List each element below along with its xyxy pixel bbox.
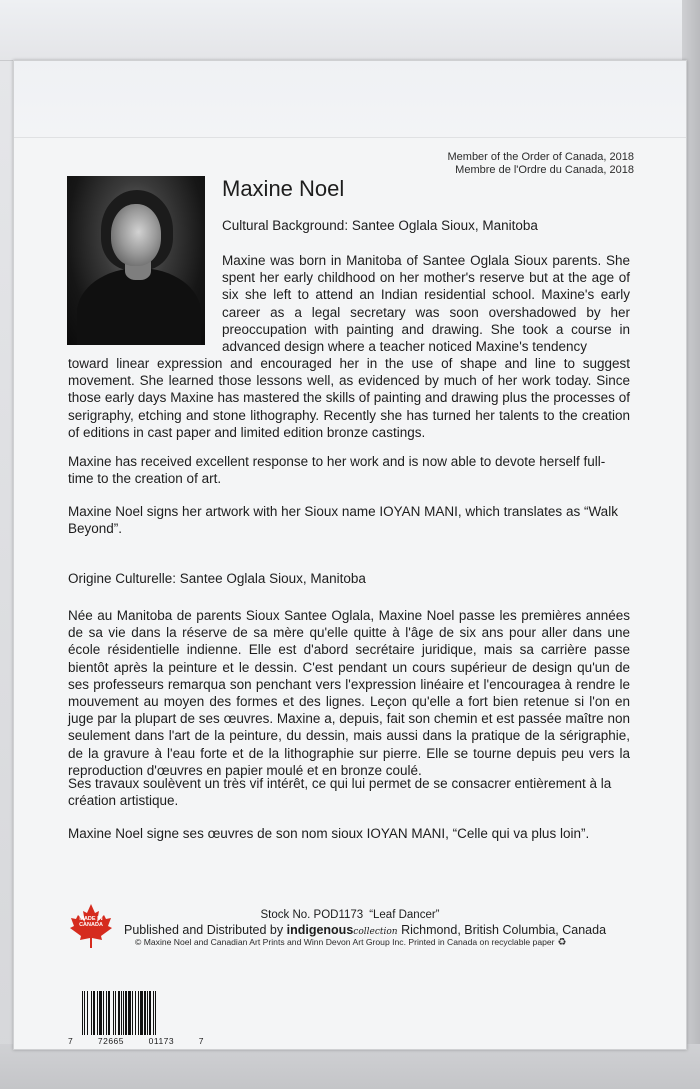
barcode-digit-left: 72665 (97, 1036, 124, 1046)
barcode-bar (87, 991, 88, 1035)
barcode-bar (118, 991, 120, 1035)
bio-english-paragraph-1a: Maxine was born in Manitoba of Santee Oglala Sioux parents. She spent her early childhood on her mother's reserve but at the age of six she left to attend an Indian residential school. Maxine's early career as a legal secretary was soon overshadowed by her preoccupation with painting and drawing. She took a course in advanced design where a teacher noticed Maxine's tendency (222, 253, 630, 355)
barcode-digit-system: 7 (68, 1036, 74, 1046)
barcode-bar (149, 991, 151, 1035)
published-prefix: Published and Distributed by (124, 923, 284, 937)
copyright-text: © Maxine Noel and Canadian Art Prints and Winn Devon Art Group Inc. Printed in Canada on recyclable paper (135, 937, 555, 947)
barcode-bar (128, 991, 131, 1035)
bio-english-paragraph-1b: toward linear expression and encouraged her in the use of shape and line to suggest movement. She learned those lessons well, as evidenced by much of her work today. Since those early days Maxine has mastered the skills of painting and drawing plus the processes of serigraphy, etching and stone lithography. Recently she has turned her talents to the creation of editions in cast paper and limited edition bronze castings. (68, 356, 630, 440)
order-english: Member of the Order of Canada, 2018 (447, 151, 634, 163)
bio-french-paragraph-3: Maxine Noel signe ses œuvres de son nom sioux IOYAN MANI, “Celle qui va plus loin”. (68, 826, 590, 841)
artwork-title: “Leaf Dancer” (369, 909, 440, 921)
barcode-bar (121, 991, 122, 1035)
sleeve-top-edge (0, 0, 700, 61)
copyright-line (135, 937, 567, 948)
artist-info-sheet (13, 60, 687, 1050)
barcode-bar (84, 991, 85, 1035)
barcode-bar (125, 991, 127, 1035)
brand-collection: collection (353, 927, 398, 937)
stock-number-line (14, 909, 686, 921)
published-location: Richmond, British Columbia, Canada (401, 923, 607, 937)
cultural-background-french: Origine Culturelle: Santee Oglala Sioux, Manitoba (68, 571, 366, 586)
barcode-bar (115, 991, 116, 1035)
order-of-canada-note (448, 151, 635, 177)
barcode-digit-check: 7 (198, 1036, 204, 1046)
barcode-bar (123, 991, 124, 1035)
barcode-bar (82, 991, 83, 1035)
barcode-bar (153, 991, 154, 1035)
portrait-face (111, 204, 161, 266)
barcode-bar (144, 991, 146, 1035)
cultural-background: Cultural Background: Santee Oglala Sioux, Manitoba (222, 218, 538, 233)
recycle-icon: ♻ (557, 937, 567, 948)
barcode-bar (147, 991, 148, 1035)
bio-english-paragraph-3: Maxine Noel signs her artwork with her Sioux name IOYAN MANI, which translates as “Walk Beyond”. (68, 504, 618, 537)
order-french: Membre de l'Ordre du Canada, 2018 (455, 164, 634, 176)
bio-french-paragraph-1: Née au Manitoba de parents Sioux Santee Oglala, Maxine Noel passe les premières années de sa vie dans la réserve de sa mère qu'elle quitte à l'âge de six ans pour aller dans une école résidentielle indienne. Elle est d'abord secrétaire juridique, mais sa carrière passe bientôt après la peinture et le dessin. C'est pendant un cours supérieur de design qu'un de ses professeurs remarqua son penchant vers l'expression linéaire et l'encouragea à rendre le mouvement au moyen des formes et des lignes. Leçon qu'elle a fort bien retenue si l'on en juge par la plupart de ses œuvres. Maxine a, depuis, fait son chemin et est passée maître non seulement dans l'art de la peinture, du dessin, mais aussi dans la pratique de la sérigraphie, de la gravure à l'eau forte et de la lithographie sur pierre. Elle se tourne depuis peu vers la reproduction d'œuvres en papier moulé et en bronze coulé. (68, 608, 630, 778)
made-in-canada-label: MADE IN CANADA (79, 916, 103, 928)
barcode-bar (140, 991, 143, 1035)
artist-portrait-photo (67, 176, 205, 345)
barcode-digits (68, 1036, 204, 1046)
barcode-bar (99, 991, 102, 1035)
stock-number: Stock No. POD1173 (260, 909, 364, 921)
barcode-bar (135, 991, 136, 1035)
barcode-bar (108, 991, 110, 1035)
publisher-line (124, 923, 606, 937)
bio-french-paragraph-2: Ses travaux soulèvent un très vif intérêt, ce qui lui permet de se consacrer entièrement à la création artistique. (68, 776, 612, 809)
sheet-top-overlay (14, 61, 686, 138)
barcode-bar (93, 991, 95, 1035)
barcode-bar (138, 991, 139, 1035)
barcode (80, 991, 186, 1035)
artist-name: Maxine Noel (222, 176, 345, 201)
barcode-bar (91, 991, 92, 1035)
barcode-digit-right: 01173 (148, 1036, 175, 1046)
bottom-backdrop (0, 1044, 700, 1089)
barcode-bar (113, 991, 114, 1035)
brand-indigenous: indigenous (286, 923, 354, 937)
barcode-bar (103, 991, 104, 1035)
barcode-bar (132, 991, 133, 1035)
barcode-bar (155, 991, 156, 1035)
barcode-bars (80, 991, 186, 1035)
bio-english-paragraph-2: Maxine has received excellent response to her work and is now able to devote herself full-time to the creation of art. (68, 454, 606, 487)
barcode-bar (106, 991, 107, 1035)
barcode-bar (97, 991, 98, 1035)
